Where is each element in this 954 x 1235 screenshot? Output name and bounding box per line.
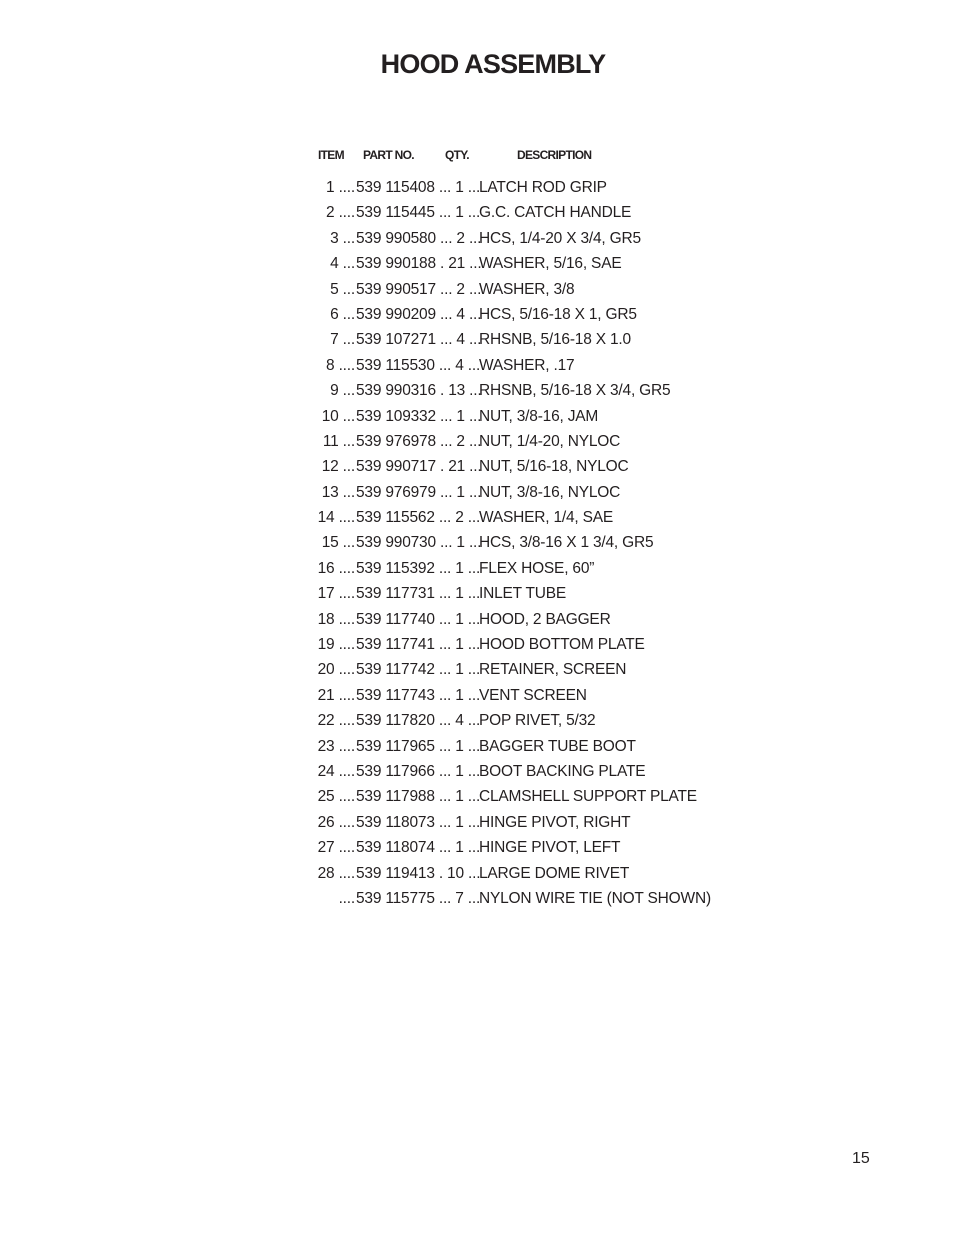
list-item [0, 531, 954, 556]
part-description: HINGE PIVOT, RIGHT [479, 813, 631, 831]
item-number: 28 .... [317, 864, 355, 882]
list-item [0, 430, 954, 455]
list-item [0, 684, 954, 709]
column-header-item: ITEM [318, 148, 344, 162]
item-number: 4 ... [330, 255, 355, 273]
part-number-qty: 539 117743 ... 1 ... [356, 686, 481, 704]
part-description: G.C. CATCH HANDLE [479, 204, 632, 222]
list-item [0, 405, 954, 430]
part-description: BOOT BACKING PLATE [479, 762, 646, 780]
part-description: RHSNB, 5/16-18 X 3/4, GR5 [479, 382, 671, 400]
page-number: 15 [852, 1150, 870, 1167]
item-number: 12 ... [321, 458, 355, 476]
part-description: LATCH ROD GRIP [479, 179, 607, 196]
part-description: HCS, 3/8-16 X 1 3/4, GR5 [479, 534, 654, 552]
item-number: 25 .... [317, 788, 355, 806]
part-number-qty: 539 990580 ... 2 ... [356, 229, 482, 247]
page-title: HOOD ASSEMBLY [380, 49, 606, 79]
list-item [0, 176, 954, 201]
part-number-qty: 539 990188 . 21 ... [356, 255, 482, 273]
part-number-qty: 539 117741 ... 1 ... [356, 636, 481, 654]
part-number-qty: 539 115408 ... 1 ... [356, 179, 481, 196]
part-description: CLAMSHELL SUPPORT PLATE [479, 788, 697, 806]
item-number: 7 ... [330, 331, 355, 349]
part-number-qty: 539 117742 ... 1 ... [356, 661, 481, 679]
part-number-qty: 539 990209 ... 4 ... [356, 305, 482, 323]
part-description: NUT, 3/8-16, NYLOC [479, 483, 621, 501]
list-item [0, 760, 954, 785]
list-item [0, 506, 954, 531]
item-number: 20 .... [317, 661, 355, 679]
item-number: 13 ... [321, 483, 355, 501]
list-item [0, 735, 954, 760]
part-number-qty: 539 990730 ... 1 ... [356, 534, 482, 552]
list-item [0, 455, 954, 480]
list-item [0, 862, 954, 887]
part-description: NUT, 3/8-16, JAM [479, 407, 599, 425]
part-description: RHSNB, 5/16-18 X 1.0 [479, 331, 631, 349]
part-description: NUT, 1/4-20, NYLOC [479, 432, 621, 450]
item-number: 21 .... [317, 686, 355, 704]
item-number: 3 ... [330, 229, 355, 247]
list-item [0, 658, 954, 683]
list-item [0, 887, 954, 912]
list-item [0, 608, 954, 633]
list-item [0, 811, 954, 836]
part-number-qty: 539 976979 ... 1 ... [356, 483, 482, 501]
part-description: WASHER, 5/16, SAE [479, 255, 622, 273]
part-number-qty: 539 976978 ... 2 ... [356, 432, 482, 450]
item-number: 23 .... [317, 737, 355, 755]
part-number-qty: 539 990717 . 21 ... [356, 458, 482, 476]
part-number-qty: 539 109332 ... 1 ... [356, 407, 482, 425]
list-item [0, 328, 954, 353]
part-number-qty: 539 117988 ... 1 ... [356, 788, 481, 806]
item-number: 27 .... [317, 839, 355, 857]
part-description: RETAINER, SCREEN [479, 661, 627, 679]
part-number-qty: 539 119413 . 10 ... [356, 864, 481, 882]
list-item [0, 785, 954, 810]
part-number-qty: 539 115775 ... 7 ... [356, 889, 481, 907]
list-item [0, 354, 954, 379]
part-description: HCS, 5/16-18 X 1, GR5 [479, 305, 637, 323]
part-number-qty: 539 115562 ... 2 ... [356, 509, 481, 527]
parts-list [0, 176, 954, 912]
part-number-qty: 539 117740 ... 1 ... [356, 610, 481, 628]
list-item [0, 303, 954, 328]
part-description: NYLON WIRE TIE (NOT SHOWN) [479, 889, 711, 907]
list-item [0, 379, 954, 404]
item-number: .... [338, 889, 355, 907]
part-description: WASHER, .17 [479, 356, 575, 374]
list-item [0, 582, 954, 607]
column-header-part-no: PART NO. [363, 148, 414, 162]
item-number: 6 ... [330, 305, 355, 323]
item-number: 22 .... [317, 712, 355, 730]
part-number-qty: 539 117965 ... 1 ... [356, 737, 481, 755]
part-description: FLEX HOSE, 60” [479, 559, 595, 577]
part-description: HCS, 1/4-20 X 3/4, GR5 [479, 229, 641, 247]
list-item [0, 227, 954, 252]
item-number: 16 .... [317, 559, 355, 577]
part-description: WASHER, 1/4, SAE [479, 509, 614, 527]
item-number: 17 .... [317, 585, 355, 603]
list-item [0, 252, 954, 277]
item-number: 24 .... [317, 762, 355, 780]
part-description: LARGE DOME RIVET [479, 864, 630, 882]
part-number-qty: 539 115530 ... 4 ... [356, 356, 481, 374]
list-item [0, 836, 954, 861]
item-number: 8 .... [326, 356, 355, 374]
part-description: INLET TUBE [479, 585, 567, 603]
part-number-qty: 539 117820 ... 4 ... [356, 712, 481, 730]
list-item [0, 201, 954, 226]
part-number-qty: 539 117731 ... 1 ... [356, 585, 481, 603]
item-number: 10 ... [321, 407, 355, 425]
item-number: 1 .... [326, 179, 355, 196]
list-item [0, 557, 954, 582]
item-number: 15 ... [321, 534, 355, 552]
item-number: 19 .... [317, 636, 355, 654]
part-number-qty: 539 990316 . 13 ... [356, 382, 482, 400]
part-description: BAGGER TUBE BOOT [479, 737, 636, 755]
part-description: HOOD BOTTOM PLATE [479, 636, 645, 654]
column-header-qty: QTY. [445, 148, 469, 162]
item-number: 2 .... [326, 204, 355, 222]
part-description: HINGE PIVOT, LEFT [479, 839, 621, 857]
list-item [0, 278, 954, 303]
part-number-qty: 539 107271 ... 4 ... [356, 331, 482, 349]
item-number: 9 ... [330, 382, 355, 400]
part-description: WASHER, 3/8 [479, 280, 575, 298]
column-header-description: DESCRIPTION [517, 148, 592, 162]
part-description: POP RIVET, 5/32 [479, 712, 596, 730]
item-number: 18 .... [317, 610, 355, 628]
item-number: 26 .... [317, 813, 355, 831]
part-number-qty: 539 990517 ... 2 ... [356, 280, 482, 298]
part-number-qty: 539 115445 ... 1 ... [356, 204, 481, 222]
part-number-qty: 539 118073 ... 1 ... [356, 813, 481, 831]
part-number-qty: 539 118074 ... 1 ... [356, 839, 481, 857]
list-item [0, 481, 954, 506]
item-number: 11 ... [322, 432, 355, 450]
item-number: 5 ... [330, 280, 355, 298]
part-description: HOOD, 2 BAGGER [479, 610, 611, 628]
list-item [0, 709, 954, 734]
part-description: NUT, 5/16-18, NYLOC [479, 458, 629, 476]
list-item [0, 633, 954, 658]
item-number: 14 .... [317, 509, 355, 527]
part-description: VENT SCREEN [479, 686, 587, 704]
part-number-qty: 539 117966 ... 1 ... [356, 762, 481, 780]
part-number-qty: 539 115392 ... 1 ... [356, 559, 481, 577]
